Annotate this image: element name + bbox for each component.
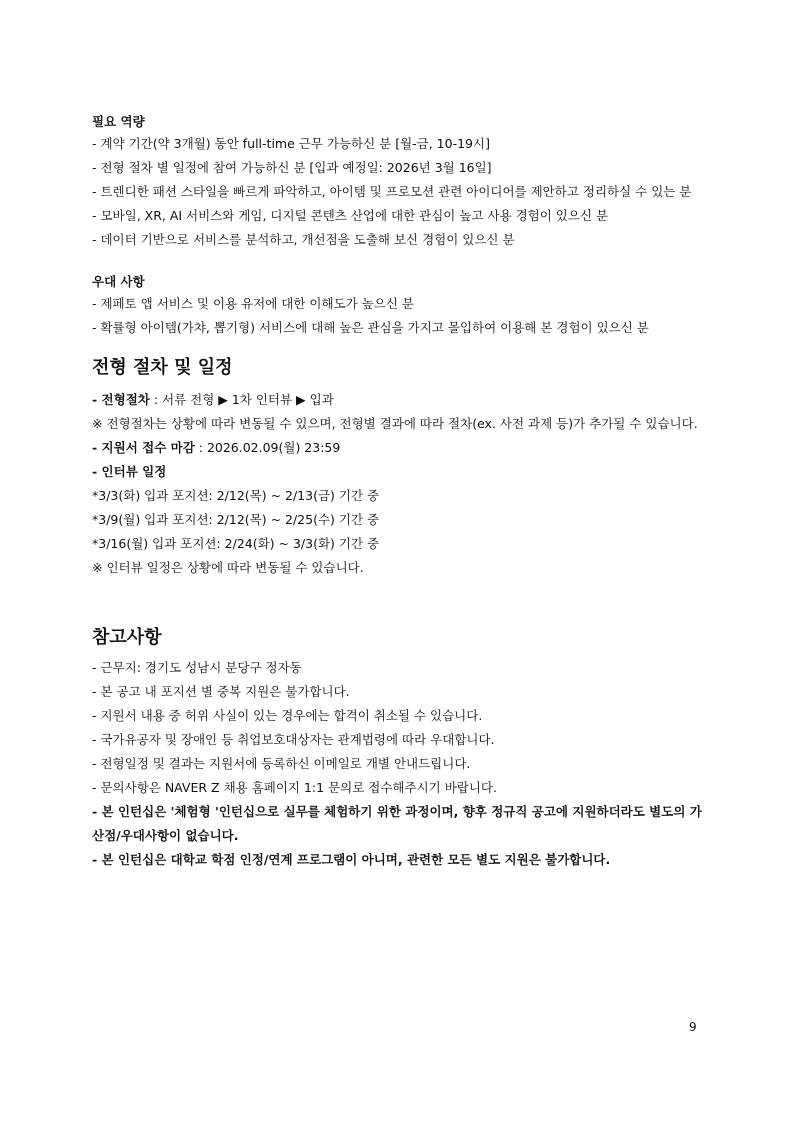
required-item: - 모바일, XR, AI 서비스와 게임, 디지털 콘텐츠 산업에 대한 관심이 높고 사용 경험이 있으신 분: [92, 208, 609, 223]
required-heading: 필요 역량: [92, 114, 145, 129]
interview-note: ※ 인터뷰 일정은 상황에 따라 변동될 수 있습니다.: [92, 560, 364, 575]
interview-item: *3/16(월) 입과 포지션: 2/24(화) ~ 3/3(화) 기간 중: [92, 536, 380, 551]
notes-bold-item: - 본 인턴십은 '체험형 '인턴십으로 실무를 체험하기 위한 과정이며, 향후 정규직 공고에 지원하더라도 별도의 가산점/우대사항이 없습니다.: [92, 804, 702, 843]
interview-item: *3/9(월) 입과 포지션: 2/12(목) ~ 2/25(수) 기간 중: [92, 512, 380, 527]
process-steps-value: : 서류 전형 ▶ 1차 인터뷰 ▶ 입과: [149, 392, 334, 407]
interview-label: - 인터뷰 일정: [92, 464, 167, 479]
notes-item: - 문의사항은 NAVER Z 채용 홈페이지 1:1 문의로 접수해주시기 바랍니다.: [92, 780, 497, 795]
document-page: [92, 112, 704, 872]
preferred-item: - 제페토 앱 서비스 및 이용 유저에 대한 이해도가 높으신 분: [92, 296, 414, 311]
preferred-item: - 확률형 아이템(가챠, 뽑기형) 서비스에 대해 높은 관심을 가지고 몰입하여 이용해 본 경험이 있으신 분: [92, 320, 649, 335]
notes-item: - 국가유공자 및 장애인 등 취업보호대상자는 관계법령에 따라 우대합니다.: [92, 732, 495, 747]
process-steps-label: - 전형절차: [92, 392, 150, 407]
notes-title: 참고사항: [92, 627, 162, 648]
notes-item: - 전형일정 및 결과는 지원서에 등록하신 이메일로 개별 안내드립니다.: [92, 756, 471, 771]
deadline-value: : 2026.02.09(월) 23:59: [194, 440, 341, 455]
required-item: - 계약 기간(약 3개월) 동안 full-time 근무 가능하신 분 [월-금, 10-19시]: [92, 136, 490, 151]
notes-item: - 근무지: 경기도 성남시 분당구 정자동: [92, 660, 302, 675]
deadline-label: - 지원서 접수 마감: [92, 440, 195, 455]
page-number: 9: [689, 1020, 697, 1034]
preferred-heading: 우대 사항: [92, 274, 145, 289]
interview-item: *3/3(화) 입과 포지션: 2/12(목) ~ 2/13(금) 기간 중: [92, 488, 380, 503]
process-title: 전형 절차 및 일정: [92, 357, 233, 378]
required-item: - 전형 절차 별 일정에 참여 가능하신 분 [입과 예정일: 2026년 3월 16일]: [92, 160, 492, 175]
notes-item: - 지원서 내용 중 허위 사실이 있는 경우에는 합격이 취소될 수 있습니다.: [92, 708, 483, 723]
notes-bold-item: - 본 인턴십은 대학교 학점 인정/연계 프로그램이 아니며, 관련한 모든 별도 지원은 불가합니다.: [92, 852, 611, 867]
notes-item: - 본 공고 내 포지션 별 중복 지원은 불가합니다.: [92, 684, 350, 699]
process-note: ※ 전형절차는 상황에 따라 변동될 수 있으며, 전형별 결과에 따라 절차(ex. 사전 과제 등)가 추가될 수 있습니다.: [92, 416, 698, 431]
required-item: - 트렌디한 패션 스타일을 빠르게 파악하고, 아이템 및 프로모션 관련 아이디어를 제안하고 정리하실 수 있는 분: [92, 184, 692, 199]
required-item: - 데이터 기반으로 서비스를 분석하고, 개선점을 도출해 보신 경험이 있으신 분: [92, 232, 515, 247]
